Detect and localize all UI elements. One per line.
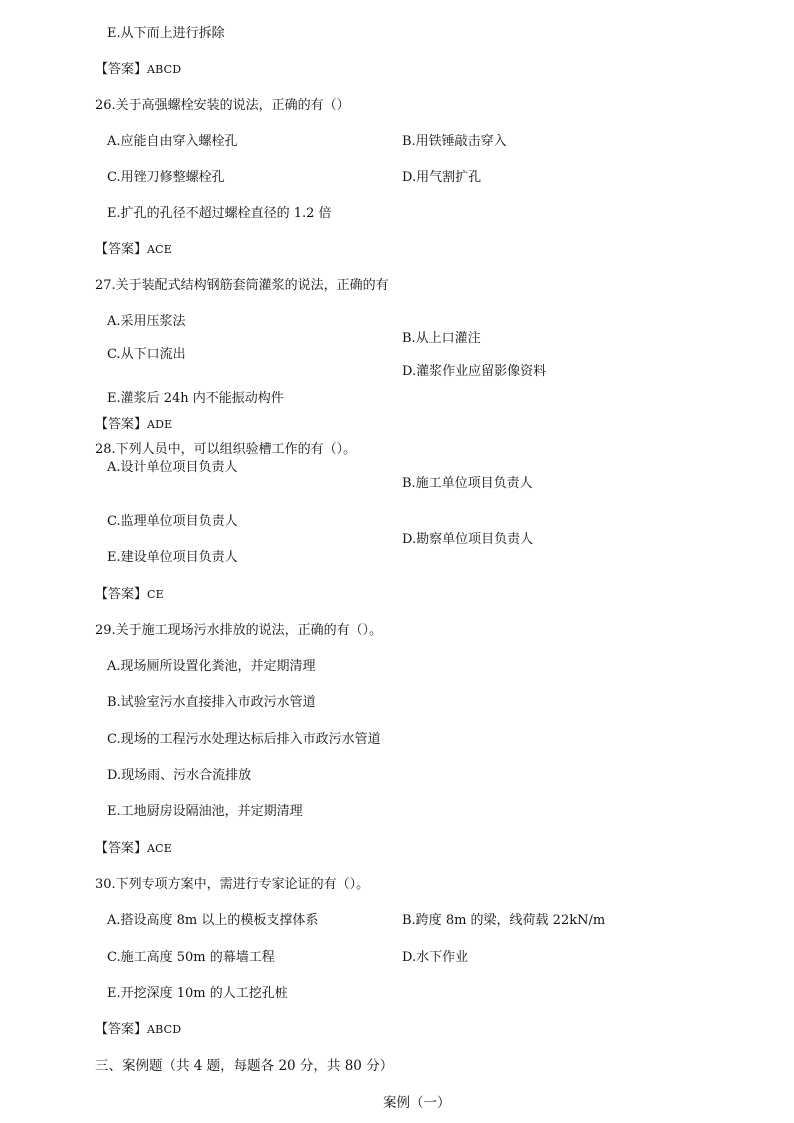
option-e-q29: E.工地厨房设隔油池，并定期清理 bbox=[107, 804, 303, 819]
section-heading-case-questions: 三、案例题（共 4 题，每题各 20 分，共 80 分） bbox=[95, 1058, 394, 1074]
answer-label: 【答案】 bbox=[95, 417, 148, 432]
answer-q27 bbox=[95, 417, 172, 433]
option-c-q30: C.施工高度 50m 的幕墙工程 bbox=[107, 950, 275, 965]
answer-value: ADE bbox=[147, 418, 173, 431]
option-c-q26: C.用锉刀修整螺栓孔 bbox=[107, 170, 225, 185]
question-30: 30.下列专项方案中，需进行专家论证的有（）。 bbox=[95, 877, 370, 892]
case-heading: 案例（一） bbox=[383, 1095, 451, 1111]
answer-q25 bbox=[95, 62, 181, 78]
option-a-q26: A.应能自由穿入螺栓孔 bbox=[107, 134, 238, 149]
option-b-q26: B.用铁锤敲击穿入 bbox=[402, 134, 507, 149]
option-d-q27: D.灌浆作业应留影像资料 bbox=[402, 364, 547, 379]
answer-value: ACE bbox=[147, 243, 173, 256]
option-b-q30: B.跨度 8m 的梁，线荷载 22kN/m bbox=[402, 913, 606, 928]
answer-label: 【答案】 bbox=[95, 62, 148, 77]
answer-q30 bbox=[95, 1022, 181, 1038]
answer-value: ABCD bbox=[147, 1023, 182, 1036]
option-b-q28: B.施工单位项目负责人 bbox=[402, 476, 533, 491]
answer-value: ACE bbox=[147, 842, 173, 855]
option-e-q26: E.扩孔的孔径不超过螺栓直径的 1.2 倍 bbox=[107, 206, 332, 221]
question-28: 28.下列人员中，可以组织验槽工作的有（）。 bbox=[95, 442, 357, 457]
answer-label: 【答案】 bbox=[95, 1022, 148, 1037]
question-29: 29.关于施工现场污水排放的说法，正确的有（）。 bbox=[95, 623, 383, 638]
option-d-q30: D.水下作业 bbox=[402, 950, 469, 965]
answer-label: 【答案】 bbox=[95, 242, 148, 257]
option-b-q29: B.试验室污水直接排入市政污水管道 bbox=[107, 695, 316, 710]
option-d-q29: D.现场雨、污水合流排放 bbox=[107, 768, 252, 783]
option-a-q29: A.现场厕所设置化粪池，并定期清理 bbox=[107, 659, 316, 674]
answer-label: 【答案】 bbox=[95, 587, 148, 602]
option-e-q25: E.从下而上进行拆除 bbox=[107, 26, 225, 41]
option-c-q28: C.监理单位项目负责人 bbox=[107, 514, 238, 529]
answer-q26 bbox=[95, 242, 172, 258]
answer-q29 bbox=[95, 841, 172, 857]
option-e-q28: E.建设单位项目负责人 bbox=[107, 550, 238, 565]
option-b-q27: B.从上口灌注 bbox=[402, 331, 481, 346]
option-e-q30: E.开挖深度 10m 的人工挖孔桩 bbox=[107, 986, 288, 1001]
option-c-q29: C.现场的工程污水处理达标后排入市政污水管道 bbox=[107, 732, 381, 747]
option-c-q27: C.从下口流出 bbox=[107, 347, 186, 362]
answer-value: CE bbox=[147, 588, 164, 601]
answer-label: 【答案】 bbox=[95, 841, 148, 856]
option-a-q30: A.搭设高度 8m 以上的模板支撑体系 bbox=[107, 913, 319, 928]
question-26: 26.关于高强螺栓安装的说法，正确的有（） bbox=[95, 98, 350, 113]
option-a-q28: A.设计单位项目负责人 bbox=[107, 460, 238, 475]
question-27: 27.关于装配式结构钢筋套筒灌浆的说法，正确的有 bbox=[95, 278, 389, 293]
option-a-q27: A.采用压浆法 bbox=[107, 314, 186, 329]
option-d-q26: D.用气割扩孔 bbox=[402, 170, 482, 185]
answer-value: ABCD bbox=[147, 63, 182, 76]
option-d-q28: D.勘察单位项目负责人 bbox=[402, 532, 534, 547]
answer-q28 bbox=[95, 587, 164, 603]
option-e-q27: E.灌浆后 24h 内不能振动构件 bbox=[107, 391, 284, 406]
